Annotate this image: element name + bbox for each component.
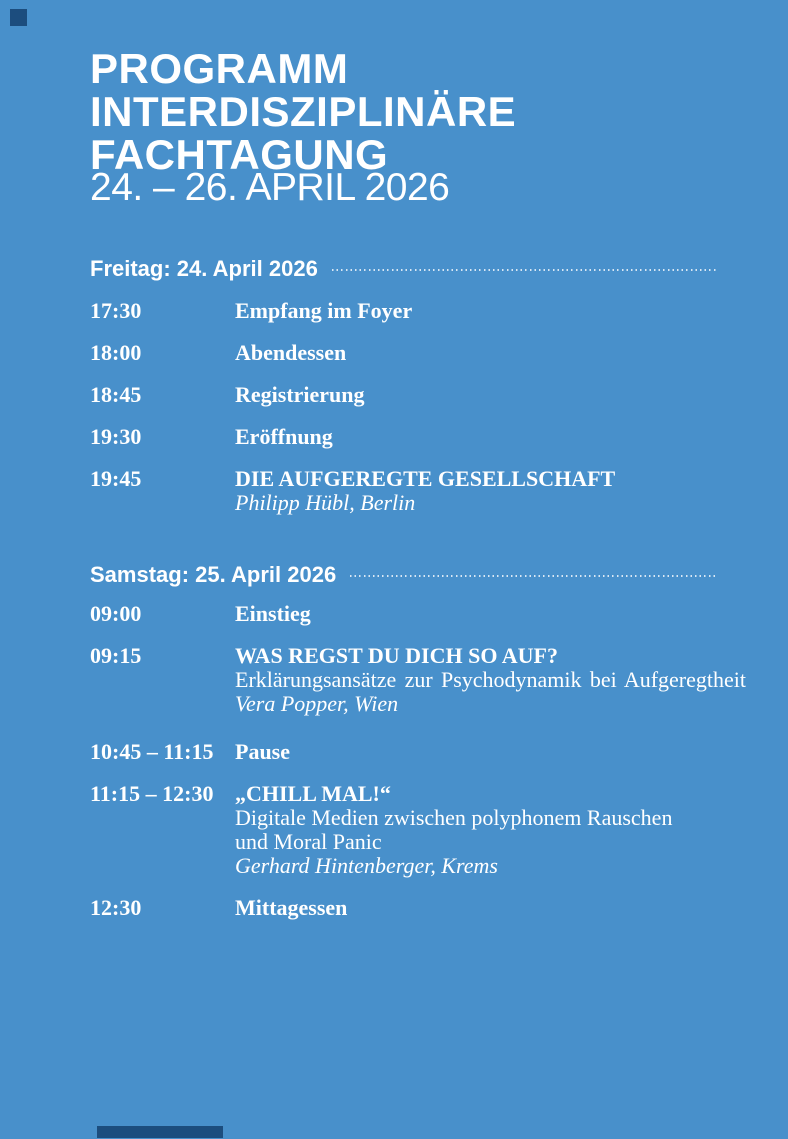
event-subtitle: und Moral Panic xyxy=(235,829,382,854)
day-heading-divider xyxy=(350,575,716,577)
event-row xyxy=(90,782,746,878)
program-date-range: 24. – 26. APRIL 2026 xyxy=(90,166,450,209)
day-heading-row xyxy=(90,561,746,589)
event-row xyxy=(90,467,746,515)
day-section-saturday xyxy=(90,561,746,938)
event-time: 19:30 xyxy=(90,424,142,449)
event-title: Eröffnung xyxy=(235,424,333,449)
event-time: 18:00 xyxy=(90,340,142,365)
event-time: 17:30 xyxy=(90,298,142,323)
event-speaker: Vera Popper, Wien xyxy=(235,691,399,716)
event-time: 19:45 xyxy=(90,466,142,491)
event-time: 12:30 xyxy=(90,895,142,920)
day-heading-row xyxy=(90,255,746,283)
event-time: 09:15 xyxy=(90,643,142,668)
event-row xyxy=(90,644,746,716)
event-title: Mittagessen xyxy=(235,895,348,920)
event-time: 18:45 xyxy=(90,382,142,407)
event-subtitle: Erklärungsansätze zur Psychodynamik bei Aufgeregtheit xyxy=(235,667,746,692)
event-row xyxy=(90,341,746,365)
event-speaker: Philipp Hübl, Berlin xyxy=(235,490,416,515)
event-time: 09:00 xyxy=(90,601,142,626)
event-subtitle: Digitale Medien zwischen polyphonem Rauschen xyxy=(235,805,673,830)
event-speaker: Gerhard Hintenberger, Krems xyxy=(235,853,498,878)
event-title: Empfang im Foyer xyxy=(235,298,413,323)
event-title: Pause xyxy=(235,739,290,764)
event-row xyxy=(90,740,746,764)
program-title-line: PROGRAMM xyxy=(90,45,349,92)
day-heading-divider xyxy=(332,269,716,271)
day-section-friday xyxy=(90,255,746,533)
program-title-line: FACHTAGUNG xyxy=(90,131,389,178)
program-title-line: INTERDISZIPLINÄRE xyxy=(90,88,517,135)
event-title: „CHILL MAL!“ xyxy=(235,781,391,806)
day-heading: Freitag: 24. April 2026 xyxy=(90,256,318,281)
event-title: DIE AUFGEREGTE GESELLSCHAFT xyxy=(235,466,616,491)
event-title: Einstieg xyxy=(235,601,311,626)
event-row xyxy=(90,425,746,449)
event-time: 10:45 – 11:15 xyxy=(90,739,214,764)
program-title xyxy=(90,47,516,176)
event-time: 11:15 – 12:30 xyxy=(90,781,214,806)
event-title: WAS REGST DU DICH SO AUF? xyxy=(235,643,558,668)
footer-accent-mark xyxy=(97,1126,223,1138)
event-row xyxy=(90,299,746,323)
event-title: Registrierung xyxy=(235,382,365,407)
event-row xyxy=(90,896,746,920)
day-heading: Samstag: 25. April 2026 xyxy=(90,562,337,587)
event-title: Abendessen xyxy=(235,340,347,365)
event-row xyxy=(90,383,746,407)
event-row xyxy=(90,602,746,626)
corner-accent-mark xyxy=(10,9,27,26)
